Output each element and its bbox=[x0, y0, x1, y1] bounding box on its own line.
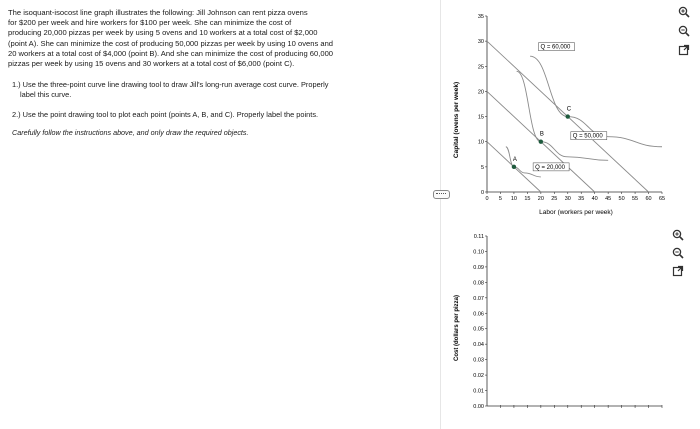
question-1-line: 1.) Use the three-point curve line drawing tool to draw Jill's long-run average cost curve. Properly bbox=[12, 80, 329, 89]
graph1-y-tick-label: 10 bbox=[477, 139, 484, 146]
graph1-x-tick-label: 60 bbox=[645, 196, 652, 202]
graph2-y-tick-label: 0.08 bbox=[473, 280, 484, 287]
isoquant-curve bbox=[517, 71, 609, 160]
graph1-y-tick-label: 25 bbox=[477, 64, 484, 71]
point-b bbox=[539, 140, 543, 144]
graph1-x-tick-label: 20 bbox=[537, 196, 544, 202]
graph1-x-tick-label: 5 bbox=[498, 196, 502, 202]
reset-icon[interactable] bbox=[678, 43, 690, 55]
graph1-y-tick-label: 20 bbox=[477, 89, 484, 96]
panel-divider bbox=[440, 0, 441, 429]
problem-line: for $200 per week and hire workers for $100 per week. She can minimize the cost of bbox=[8, 18, 292, 28]
graph2-y-tick-label: 0.03 bbox=[473, 357, 484, 364]
problem-text bbox=[8, 8, 428, 69]
graph1-marks bbox=[487, 41, 662, 192]
graph2-y-tick-label: 0.02 bbox=[473, 373, 484, 380]
zoom-out-icon[interactable] bbox=[672, 246, 684, 258]
instructions-note: Carefully follow the instructions above, and only draw the required objects. bbox=[12, 128, 249, 137]
panel-resize-handle[interactable] bbox=[433, 190, 450, 199]
graph1-x-tick-label: 65 bbox=[658, 196, 666, 202]
graph2-y-tick-label: 0.07 bbox=[473, 295, 484, 302]
graph1-y-tick-label: 35 bbox=[477, 14, 484, 20]
graph1-x-tick-label: 10 bbox=[510, 196, 517, 202]
question-2: 2.) Use the point drawing tool to plot each point (points A, B, and C). Properly label the points. bbox=[12, 110, 319, 119]
graph2-y-tick-label: 0.04 bbox=[473, 342, 484, 349]
graph1-axes bbox=[478, 14, 665, 202]
point-c bbox=[566, 114, 570, 118]
graph2-y-tick-label: 0.00 bbox=[473, 404, 484, 410]
graph1-x-tick-label: 35 bbox=[578, 196, 585, 202]
isoquant-label: Q = 20,000 bbox=[535, 164, 565, 171]
graph2-y-axis-label: Cost (dollars per pizza) bbox=[454, 294, 460, 362]
problem-line: (point A). She can minimize the cost of producing 50,000 pizzas per week by using 10 ovens and bbox=[8, 38, 334, 48]
point-label: A bbox=[512, 156, 517, 163]
problem-line: producing 20,000 pizzas per week by using 5 ovens and 10 workers at a total cost of $2,000 bbox=[8, 28, 318, 38]
question-1-line: label this curve. bbox=[20, 89, 72, 99]
zoom-in-icon[interactable] bbox=[678, 5, 690, 17]
graph2-y-tick-label: 0.10 bbox=[473, 249, 484, 256]
graph1-y-tick-label: 15 bbox=[477, 114, 484, 121]
cost-graph[interactable] bbox=[450, 228, 670, 418]
zoom-in-icon[interactable] bbox=[672, 228, 684, 240]
question-1 bbox=[12, 80, 392, 99]
isoquant-label: Q = 50,000 bbox=[572, 133, 603, 140]
problem-line: 20 workers at a total cost of $4,000 (point B). And she can minimize the cost of producing 60,000 bbox=[8, 48, 334, 58]
isoquant-curve bbox=[506, 147, 541, 177]
graph1-y-tick-label: 0 bbox=[480, 190, 484, 196]
graph1-y-tick-label: 30 bbox=[477, 39, 484, 46]
graph1-y-axis-label: Capital (ovens per week) bbox=[453, 81, 460, 159]
problem-line: pizzas per week by using 15 ovens and 30 workers at a total cost of $6,000 (point C). bbox=[8, 59, 295, 69]
graph1-x-axis-label: Labor (workers per week) bbox=[539, 209, 613, 216]
point-label: C bbox=[566, 106, 572, 113]
zoom-out-icon[interactable] bbox=[678, 24, 690, 36]
graph1-x-tick-label: 55 bbox=[632, 196, 639, 202]
graph2-axes bbox=[473, 234, 662, 410]
graph2-y-tick-label: 0.05 bbox=[473, 326, 484, 333]
point-a bbox=[512, 165, 516, 169]
graph2-y-tick-label: 0.09 bbox=[473, 264, 484, 271]
graph1-x-tick-label: 40 bbox=[591, 196, 598, 202]
graph2-y-tick-label: 0.11 bbox=[473, 234, 484, 240]
point-label: B bbox=[539, 131, 544, 138]
graph1-y-tick-label: 5 bbox=[480, 164, 484, 171]
reset-icon[interactable] bbox=[672, 264, 684, 276]
isoquant-graph[interactable] bbox=[450, 10, 670, 220]
graph1-x-tick-label: 45 bbox=[605, 196, 612, 202]
graph1-x-tick-label: 15 bbox=[524, 196, 531, 202]
graph2-y-tick-label: 0.01 bbox=[473, 388, 484, 395]
graph1-x-tick-label: 0 bbox=[485, 196, 489, 202]
graph1-x-tick-label: 30 bbox=[564, 196, 571, 202]
graph1-x-tick-label: 50 bbox=[618, 196, 625, 202]
handle-grip-icon bbox=[436, 193, 446, 196]
graph1-x-tick-label: 25 bbox=[551, 196, 558, 202]
problem-line: The isoquant-isocost line graph illustrates the following: Jill Johnson can rent pizza ovens bbox=[8, 8, 308, 17]
graph2-y-tick-label: 0.06 bbox=[473, 311, 484, 318]
isoquant-label: Q = 60,000 bbox=[540, 44, 571, 51]
